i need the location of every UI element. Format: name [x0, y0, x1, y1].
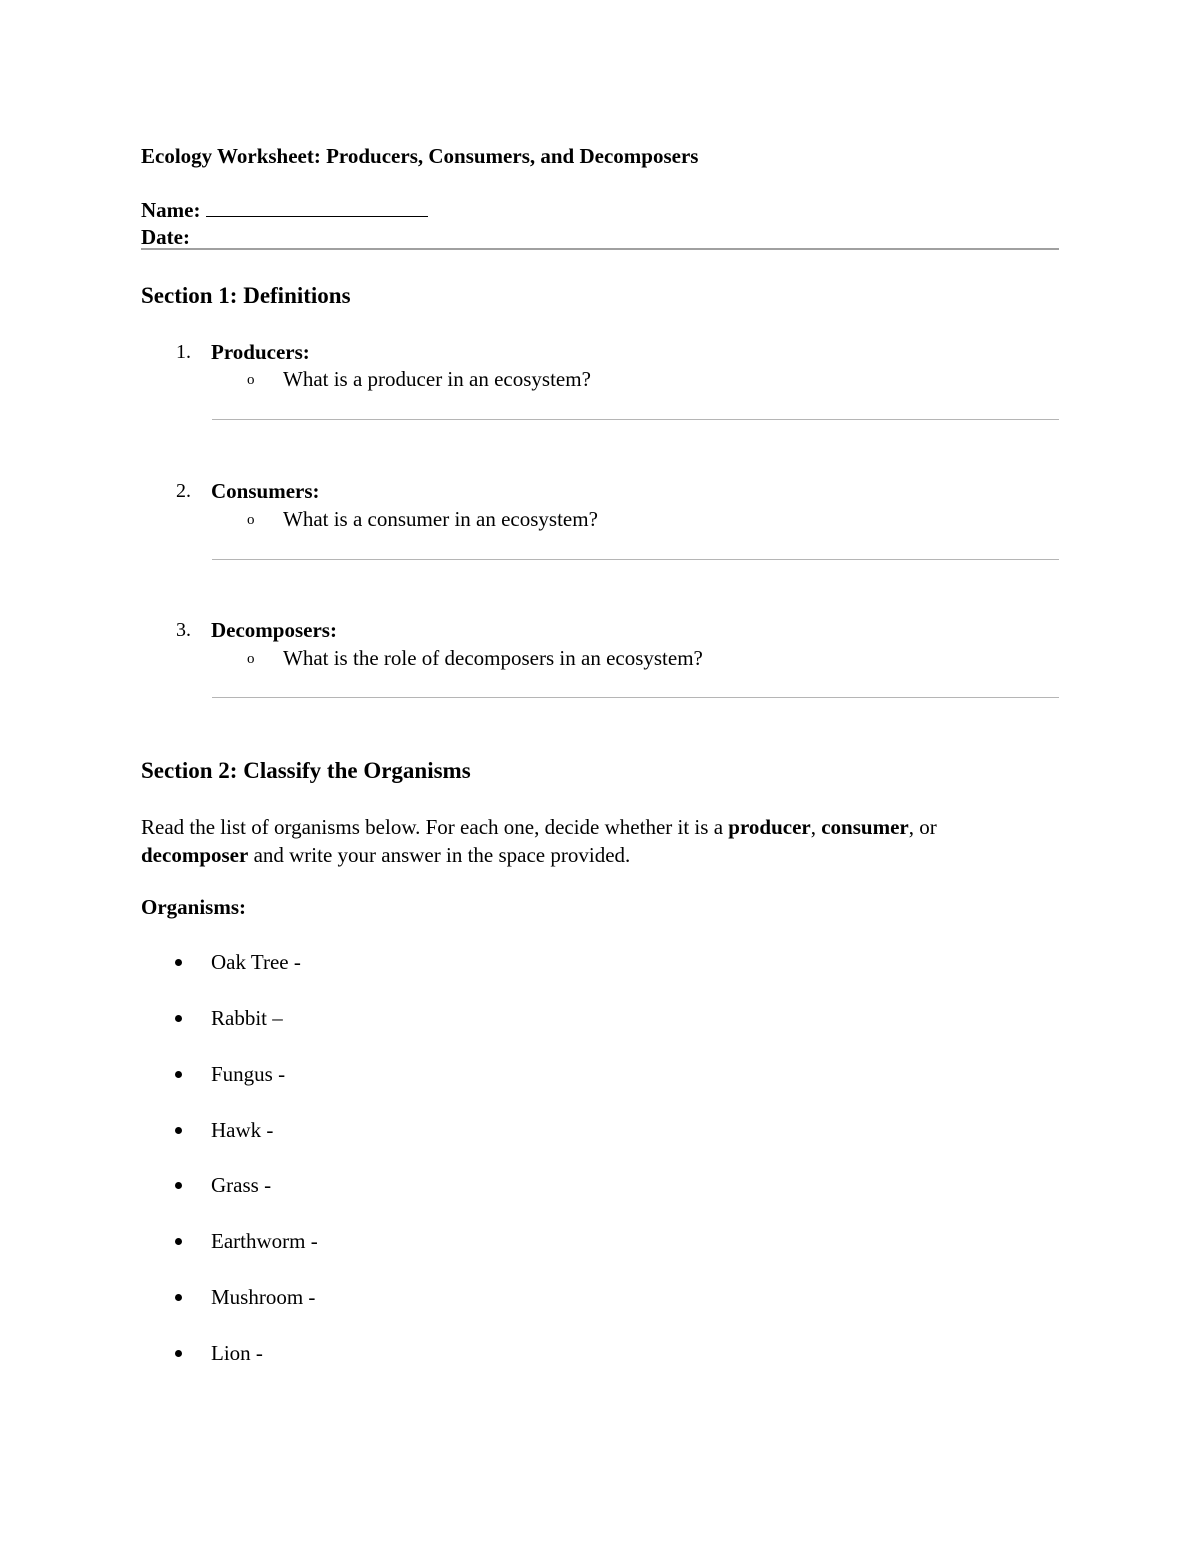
item-number: 1.	[176, 341, 191, 363]
sub-bullet: o	[247, 651, 255, 667]
decomposer-question: What is the role of decomposers in an ecosystem?	[283, 646, 703, 670]
name-label: Name:	[141, 198, 201, 222]
instructions-line-1	[141, 813, 937, 841]
sub-bullet: o	[247, 512, 255, 528]
bullet-icon	[175, 959, 182, 966]
sub-bullet: o	[247, 372, 255, 388]
organism-item: Grass -	[211, 1173, 272, 1197]
consumer-answer-line[interactable]	[212, 559, 1059, 560]
term-decomposer: decomposer	[141, 843, 249, 867]
bullet-icon	[175, 1015, 182, 1022]
organism-item: Oak Tree -	[211, 950, 301, 974]
bullet-icon	[175, 1071, 182, 1078]
name-blank[interactable]	[206, 199, 428, 217]
name-row	[141, 198, 428, 223]
bullet-icon	[175, 1182, 182, 1189]
bullet-icon	[175, 1350, 182, 1357]
term-consumer: consumer	[821, 815, 909, 839]
worksheet-title: Ecology Worksheet: Producers, Consumers, and Decomposers	[141, 144, 699, 168]
instructions-text: Read the list of organisms below. For each one, decide whether it is a	[141, 815, 729, 839]
date-label: Date:	[141, 225, 190, 249]
organisms-heading: Organisms:	[141, 895, 246, 919]
organism-item: Hawk -	[211, 1118, 274, 1142]
organism-item: Fungus -	[211, 1062, 286, 1086]
section-1-heading: Section 1: Definitions	[141, 283, 351, 308]
organism-item: Rabbit –	[211, 1006, 283, 1030]
item-number: 3.	[176, 619, 191, 641]
organism-item: Mushroom -	[211, 1285, 316, 1309]
instructions-line-2	[141, 841, 630, 869]
instructions-text: and write your answer in the space provided.	[248, 843, 631, 867]
consumer-question: What is a consumer in an ecosystem?	[283, 507, 598, 531]
separator: ,	[810, 815, 822, 839]
term-producer: producer	[728, 815, 811, 839]
item-number: 2.	[176, 480, 191, 502]
bullet-icon	[175, 1127, 182, 1134]
consumers-label: Consumers:	[211, 479, 320, 503]
producer-answer-line[interactable]	[212, 419, 1059, 420]
bullet-icon	[175, 1294, 182, 1301]
organism-item: Earthworm -	[211, 1229, 318, 1253]
section-2-heading: Section 2: Classify the Organisms	[141, 758, 471, 783]
separator: , or	[908, 815, 937, 839]
decomposers-label: Decomposers:	[211, 618, 337, 642]
producer-question: What is a producer in an ecosystem?	[283, 367, 591, 391]
producers-label: Producers:	[211, 340, 310, 364]
header-divider	[141, 248, 1059, 250]
organism-item: Lion -	[211, 1341, 263, 1365]
bullet-icon	[175, 1238, 182, 1245]
decomposer-answer-line[interactable]	[212, 697, 1059, 698]
